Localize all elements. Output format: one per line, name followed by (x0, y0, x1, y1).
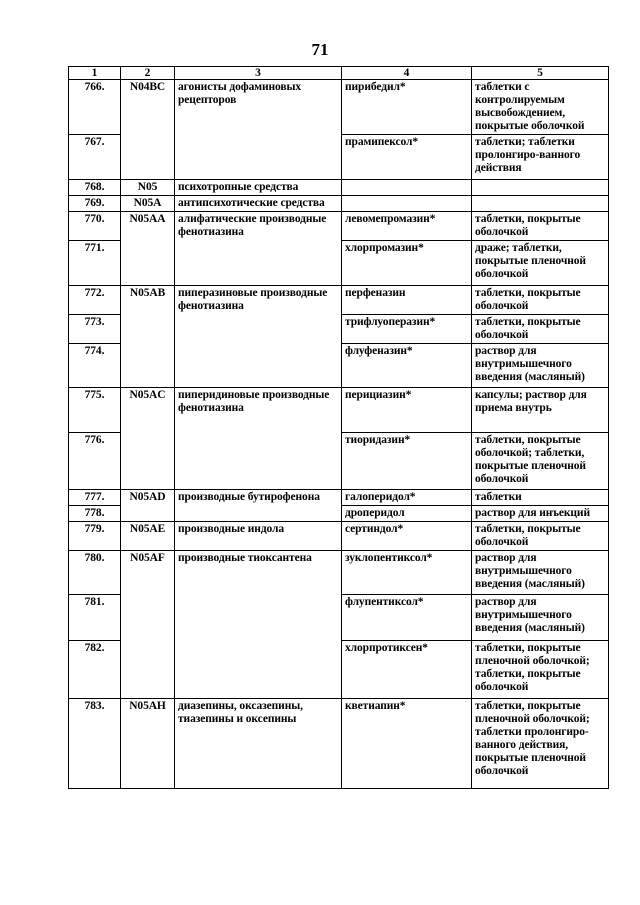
table-row (69, 641, 609, 699)
drug-name: пирибедил* (342, 80, 472, 135)
dosage-form: таблетки, покрытые пленочной оболочкой; таблетки, покрытые оболочкой (472, 641, 609, 699)
drug-name: тиоридазин* (342, 433, 472, 490)
dosage-form: раствор для внутримышечного введения (масляный) (472, 595, 609, 641)
group-name: агонисты дофаминовых рецепторов (175, 80, 342, 135)
row-number: 782. (69, 641, 121, 699)
group-name (175, 344, 342, 388)
header-col-1: 1 (69, 67, 121, 80)
dosage-form: таблетки, покрытые оболочкой (472, 522, 609, 551)
row-number: 773. (69, 315, 121, 344)
header-row (69, 67, 609, 80)
table-row (69, 699, 609, 789)
dosage-form: таблетки; таблетки пролонгиро-ванного действия (472, 135, 609, 180)
row-number: 766. (69, 80, 121, 135)
table-row (69, 212, 609, 241)
drug-name: флуфеназин* (342, 344, 472, 388)
row-number: 780. (69, 551, 121, 595)
atc-code (121, 135, 175, 180)
table-row (69, 506, 609, 522)
atc-code (121, 595, 175, 641)
header-col-5: 5 (472, 67, 609, 80)
group-name: пиперидиновые производные фенотиазина (175, 388, 342, 433)
atc-code: N05AB (121, 286, 175, 315)
atc-code: N05A (121, 196, 175, 212)
drug-name: зуклопентиксол* (342, 551, 472, 595)
header-col-3: 3 (175, 67, 342, 80)
dosage-form: таблетки с контролируемым высвобождением, покрытые оболочкой (472, 80, 609, 135)
group-name: алифатические производные фенотиазина (175, 212, 342, 241)
header-col-4: 4 (342, 67, 472, 80)
group-name: антипсихотические средства (175, 196, 342, 212)
group-name: производные бутирофенона (175, 490, 342, 506)
atc-code (121, 641, 175, 699)
dosage-form: драже; таблетки, покрытые пленочной оболочкой (472, 241, 609, 286)
row-number: 778. (69, 506, 121, 522)
group-name (175, 241, 342, 286)
drug-name: хлорпротиксен* (342, 641, 472, 699)
table-row (69, 286, 609, 315)
dosage-form: раствор для инъекций (472, 506, 609, 522)
atc-code: N05AC (121, 388, 175, 433)
dosage-form: таблетки, покрытые оболочкой; таблетки, покрытые пленочной оболочкой (472, 433, 609, 490)
atc-code: N05AD (121, 490, 175, 506)
dosage-form (472, 196, 609, 212)
drug-name: перициазин* (342, 388, 472, 433)
atc-code: N05AE (121, 522, 175, 551)
atc-code: N04BC (121, 80, 175, 135)
table-row (69, 595, 609, 641)
row-number: 774. (69, 344, 121, 388)
table-row (69, 180, 609, 196)
row-number: 767. (69, 135, 121, 180)
row-number: 781. (69, 595, 121, 641)
table-row (69, 315, 609, 344)
table-row (69, 388, 609, 433)
atc-code (121, 506, 175, 522)
group-name: производные тиоксантена (175, 551, 342, 595)
drug-name (342, 196, 472, 212)
table-row (69, 80, 609, 135)
dosage-form: раствор для внутримышечного введения (масляный) (472, 344, 609, 388)
drug-name: левомепромазин* (342, 212, 472, 241)
row-number: 775. (69, 388, 121, 433)
atc-code: N05AH (121, 699, 175, 789)
row-number: 768. (69, 180, 121, 196)
row-number: 771. (69, 241, 121, 286)
row-number: 776. (69, 433, 121, 490)
drug-name (342, 180, 472, 196)
atc-code (121, 315, 175, 344)
atc-code (121, 344, 175, 388)
group-name (175, 433, 342, 490)
table-row (69, 490, 609, 506)
drug-name: галоперидол* (342, 490, 472, 506)
row-number: 770. (69, 212, 121, 241)
row-number: 777. (69, 490, 121, 506)
group-name: психотропные средства (175, 180, 342, 196)
dosage-form (472, 180, 609, 196)
row-number: 779. (69, 522, 121, 551)
drug-name: хлорпромазин* (342, 241, 472, 286)
dosage-form: таблетки, покрытые оболочкой (472, 286, 609, 315)
atc-code: N05 (121, 180, 175, 196)
group-name (175, 595, 342, 641)
group-name: диазепины, оксазепины, тиазепины и оксепины (175, 699, 342, 789)
dosage-form: таблетки, покрытые оболочкой (472, 212, 609, 241)
row-number: 783. (69, 699, 121, 789)
group-name (175, 315, 342, 344)
dosage-form: таблетки, покрытые оболочкой (472, 315, 609, 344)
header-col-2: 2 (121, 67, 175, 80)
row-number: 772. (69, 286, 121, 315)
row-number: 769. (69, 196, 121, 212)
group-name (175, 641, 342, 699)
table-row (69, 551, 609, 595)
table-row (69, 344, 609, 388)
atc-code (121, 433, 175, 490)
drug-name: флупентиксол* (342, 595, 472, 641)
group-name: производные индола (175, 522, 342, 551)
table-row (69, 241, 609, 286)
page-number: 71 (311, 40, 329, 59)
dosage-form: раствор для внутримышечного введения (масляный) (472, 551, 609, 595)
group-name: пиперазиновые производные фенотиазина (175, 286, 342, 315)
atc-code (121, 241, 175, 286)
drug-name: дроперидол (342, 506, 472, 522)
dosage-form: таблетки, покрытые пленочной оболочкой; таблетки пролонгиро-ванного действия, покрытые пленочной оболочкой (472, 699, 609, 789)
drug-table (68, 66, 609, 789)
drug-name: перфеназин (342, 286, 472, 315)
table-row (69, 522, 609, 551)
drug-name: трифлуоперазин* (342, 315, 472, 344)
atc-code: N05AA (121, 212, 175, 241)
table-row (69, 196, 609, 212)
drug-name: прамипексол* (342, 135, 472, 180)
table-row (69, 433, 609, 490)
dosage-form: таблетки (472, 490, 609, 506)
dosage-form: капсулы; раствор для приема внутрь (472, 388, 609, 433)
atc-code: N05AF (121, 551, 175, 595)
drug-name: кветиапин* (342, 699, 472, 789)
group-name (175, 135, 342, 180)
group-name (175, 506, 342, 522)
drug-name: сертиндол* (342, 522, 472, 551)
table-row (69, 135, 609, 180)
